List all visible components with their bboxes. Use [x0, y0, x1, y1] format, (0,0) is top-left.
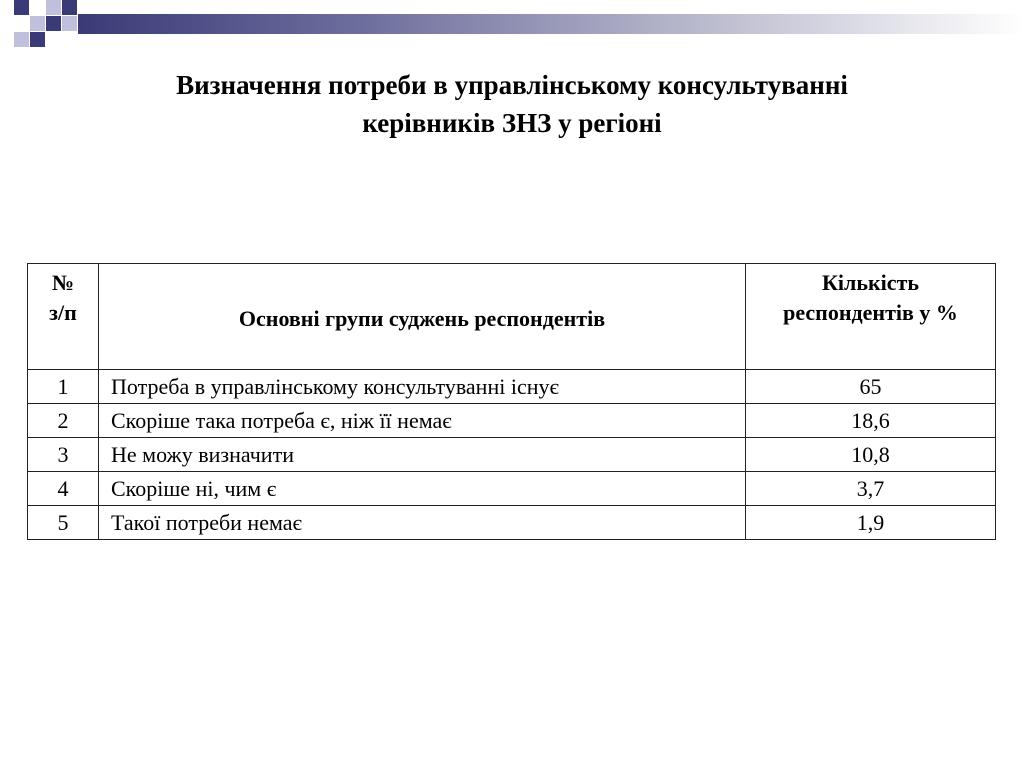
header-number-line2: з/п: [49, 300, 77, 325]
table-row: [28, 438, 996, 472]
row-value: 18,6: [746, 404, 996, 438]
decor-square: [14, 32, 29, 47]
slide-title-line1: Визначення потреби в управлінському консультуванні: [176, 70, 848, 100]
survey-table: [27, 263, 996, 540]
row-number: 2: [28, 404, 99, 438]
header-number-line1: №: [51, 270, 75, 295]
decor-square: [62, 0, 77, 15]
row-number: 4: [28, 472, 99, 506]
row-number: 3: [28, 438, 99, 472]
header-percent: [746, 264, 996, 370]
slide-title: [40, 66, 984, 142]
row-text: Такої потреби немає: [99, 506, 746, 540]
decor-square: [30, 32, 45, 47]
header-groups: Основні групи суджень респондентів: [99, 264, 746, 370]
table-row: [28, 404, 996, 438]
table-row: [28, 370, 996, 404]
slide-title-line2: керівників ЗНЗ у регіоні: [362, 108, 662, 138]
row-value: 65: [746, 370, 996, 404]
header-decoration: [0, 0, 1024, 48]
table-row: [28, 472, 996, 506]
decor-square: [14, 0, 29, 15]
row-text: Скоріше ні, чим є: [99, 472, 746, 506]
header-gradient-bar: [78, 14, 1024, 34]
row-text: Скоріше така потреба є, ніж її немає: [99, 404, 746, 438]
table-row: [28, 506, 996, 540]
header-number: [28, 264, 99, 370]
decor-square: [30, 16, 45, 31]
row-value: 3,7: [746, 472, 996, 506]
row-number: 1: [28, 370, 99, 404]
decor-square: [62, 16, 77, 31]
decor-square: [46, 16, 61, 31]
decor-square: [46, 0, 61, 15]
row-number: 5: [28, 506, 99, 540]
header-percent-line1: Кількість: [821, 270, 920, 295]
table-header-row: [28, 264, 996, 370]
row-value: 10,8: [746, 438, 996, 472]
row-text: Не можу визначити: [99, 438, 746, 472]
row-text: Потреба в управлінському консультуванні існує: [99, 370, 746, 404]
row-value: 1,9: [746, 506, 996, 540]
header-percent-line2: респондентів у %: [783, 300, 958, 325]
